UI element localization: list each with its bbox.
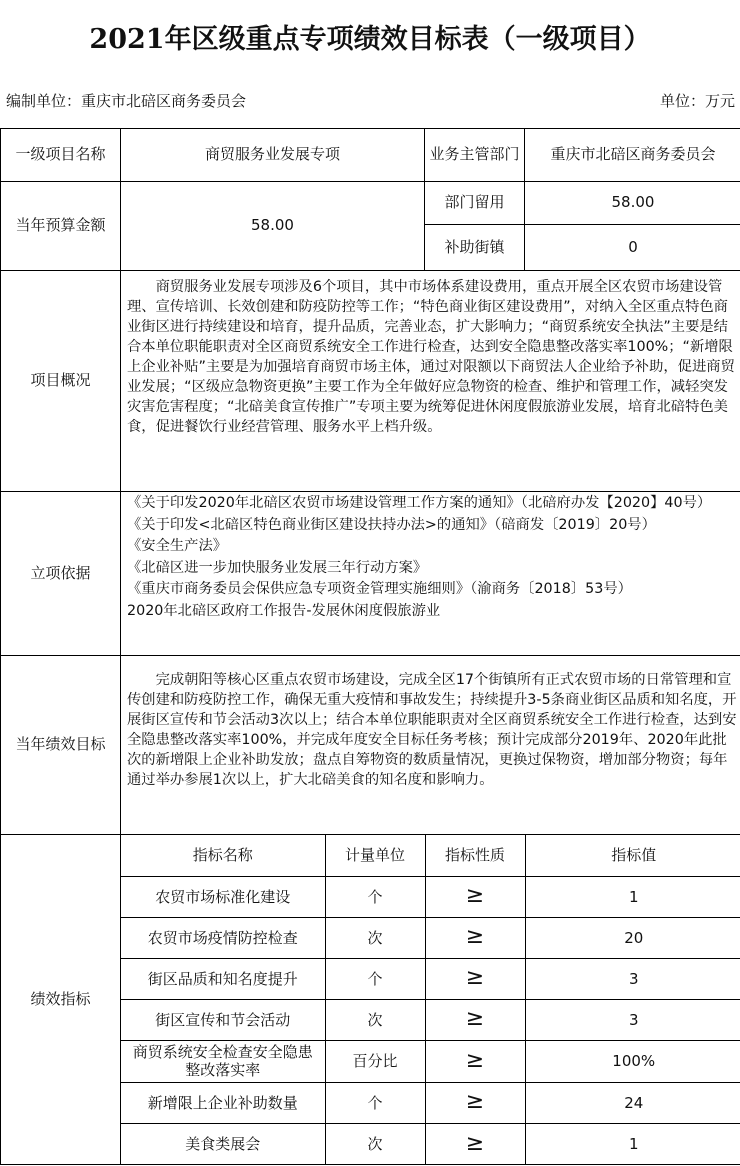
indicator-nature: ≥ (425, 917, 525, 958)
project-name-value: 商贸服务业发展专项 (121, 129, 425, 182)
budget-label: 当年预算金额 (1, 182, 121, 271)
page-title: 2021年区级重点专项绩效目标表（一级项目） (89, 23, 651, 55)
goal-text: 完成朝阳等核心区重点农贸市场建设，完成全区17个街镇所有正式农贸市场的日常管理和宣传创建和防疫防控工作，确保无重大疫情和事故发生；持续提升3-5条商业街区品质和知名度，开展街区宣传和节会活动3次以上；结合本单位职能职责对全区商贸系统安全工作进行检查，达到安全隐患整改落实率100%，并完成年度安全目标任务考核；预计完成部分2019年、2020年此批次的新增限上企业补助发放；盘点自筹物资的数质量情况，更换过保物资，增加部分物资；每年通过举办参展1次以上，扩大北碚美食的知名度和影响力。 (127, 672, 737, 788)
header-indicator-name: 指标名称 (121, 835, 325, 876)
basis-label: 立项依据 (1, 492, 121, 656)
basis-item: 《关于印发<北碚区特色商业街区建设扶持办法>的通知》（碚商发〔2019〕20号） (127, 516, 656, 533)
header-value: 指标值 (525, 835, 740, 876)
indicator-name: 街区品质和知名度提升 (121, 958, 325, 999)
basis-item: 《安全生产法》 (127, 538, 228, 555)
header-unit: 计量单位 (325, 835, 425, 876)
indicators-cell (121, 835, 740, 1165)
overview-cell (121, 271, 740, 492)
basis-item: 《北碚区进一步加快服务业发展三年行动方案》 (127, 559, 428, 576)
dept-retain-value: 58.00 (525, 182, 740, 225)
indicator-unit: 次 (325, 1123, 425, 1164)
compiling-unit: 编制单位：重庆市北碚区商务委员会 (6, 91, 247, 110)
indicator-value: 20 (525, 917, 740, 958)
indicator-name: 商贸系统安全检查安全隐患整改落实率 (121, 1040, 325, 1082)
indicator-value: 24 (525, 1082, 740, 1123)
table-row (121, 958, 740, 999)
indicator-value: 3 (525, 999, 740, 1040)
indicators-label: 绩效指标 (1, 835, 121, 1165)
indicator-name: 街区宣传和节会活动 (121, 999, 325, 1040)
subsidy-value: 0 (525, 225, 740, 271)
indicator-name: 新增限上企业补助数量 (121, 1082, 325, 1123)
department-label: 业务主管部门 (425, 129, 525, 182)
indicators-header-row (121, 835, 740, 876)
indicator-name: 农贸市场标准化建设 (121, 876, 325, 917)
indicator-value: 1 (628, 1134, 639, 1153)
indicator-value: 3 (525, 958, 740, 999)
table-row (121, 876, 740, 917)
table-row (121, 917, 740, 958)
indicator-unit: 次 (325, 999, 425, 1040)
basis-item: 《关于印发2020年北碚区农贸市场建设管理工作方案的通知》（北碚府办发【2020】40号） (127, 495, 712, 511)
project-name-label: 一级项目名称 (1, 129, 121, 182)
performance-table (0, 128, 740, 1165)
basis-item: 2020年北碚区政府工作报告-发展休闲度假旅游业 (127, 602, 441, 619)
indicator-unit: 百分比 (325, 1040, 425, 1082)
basis-item: 《重庆市商务委员会保供应急专项资金管理实施细则》（渝商务〔2018〕53号） (127, 581, 632, 598)
indicator-unit: 个 (325, 876, 425, 917)
indicator-unit: 个 (325, 1082, 425, 1123)
indicators-table (121, 835, 740, 1164)
indicator-unit: 个 (325, 958, 425, 999)
subsidy-label: 补助街镇 (425, 225, 525, 271)
overview-text: 商贸服务业发展专项涉及6个项目，其中市场体系建设费用，重点开展全区农贸市场建设管理、宣传培训、长效创建和防疫防控等工作；“特色商业街区建设费用”，对纳入全区重点特色商业街区进行持续建设和培育，提升品质，完善业态，扩大影响力；“商贸系统安全执法”主要是结合本单位职能职责对全区商贸系统安全工作进行检查，达到安全隐患整改落实率100%；“新增限上企业补贴”主要是为加强培育商贸市场主体，通过对限额以下商贸法人企业给予补助，促进商贸业发展；“区级应急物资更换”主要工作为全年做好应急物资的检查、维护和管理工作，减轻突发灾害危害程度；“北碚美食宣传推广”专项主要为统筹促进休闲度假旅游业发展，培育北碚特色美食，促进餐饮行业经营管理、服务水平上档升级。 (127, 279, 735, 435)
indicator-name: 美食类展会 (121, 1123, 325, 1164)
department-value: 重庆市北碚区商务委员会 (525, 129, 740, 182)
indicator-nature: ≥ (425, 876, 525, 917)
table-row (121, 1040, 740, 1082)
basis-cell (121, 492, 740, 656)
table-row (121, 1123, 740, 1164)
indicator-nature: ≥ (425, 1123, 525, 1164)
indicator-unit: 次 (325, 917, 425, 958)
indicator-value: 1 (525, 876, 740, 917)
indicator-nature: ≥ (425, 958, 525, 999)
header-nature: 指标性质 (425, 835, 525, 876)
indicator-nature: ≥ (425, 1082, 525, 1123)
indicator-name: 农贸市场疫情防控检查 (121, 917, 325, 958)
dept-retain-label: 部门留用 (425, 182, 525, 225)
indicator-nature: ≥ (425, 1040, 525, 1082)
table-row (121, 999, 740, 1040)
goal-label: 当年绩效目标 (1, 656, 121, 835)
indicator-value: 100% (525, 1040, 740, 1082)
indicator-nature: ≥ (425, 999, 525, 1040)
currency-unit: 单位：万元 (659, 91, 735, 110)
goal-cell (121, 656, 740, 835)
overview-label: 项目概况 (1, 271, 121, 492)
table-row (121, 1082, 740, 1123)
budget-total: 58.00 (121, 182, 425, 271)
